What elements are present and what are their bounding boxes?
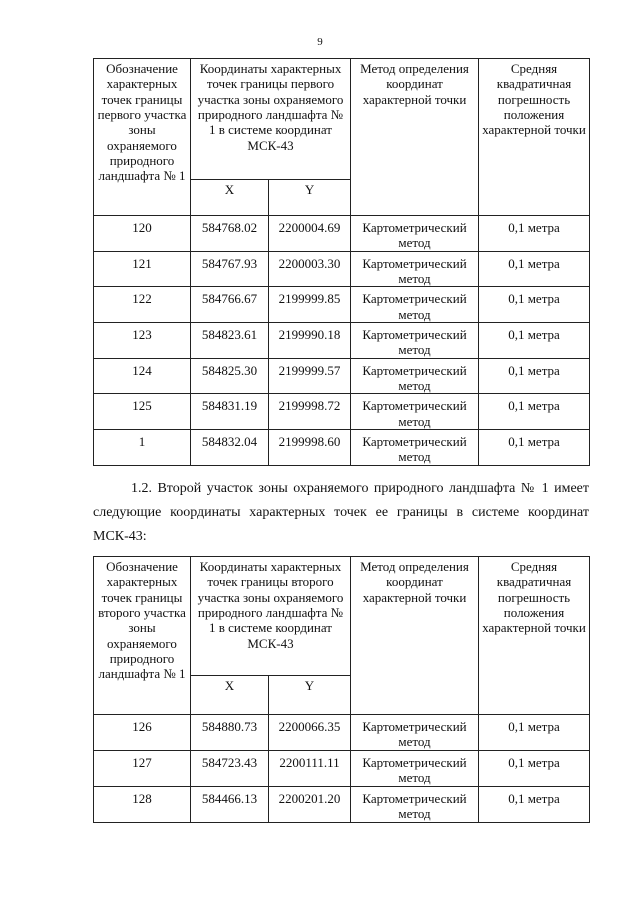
error-cell: 0,1 метра — [479, 322, 590, 358]
method-cell: Картометрический метод — [351, 429, 479, 465]
y-coordinate-cell: 2199999.85 — [269, 287, 351, 323]
header-error: Средняя квадратичная погрешность положения характерной точки — [479, 557, 590, 715]
table-row — [94, 751, 590, 787]
error-cell: 0,1 метра — [479, 787, 590, 823]
error-cell: 0,1 метра — [479, 715, 590, 751]
point-cell: 128 — [94, 787, 191, 823]
paragraph-text: 1.2. Второй участок зоны охраняемого природного ландшафта № 1 имеет следующие координаты характерных точек ее границы в системе координат МСК-43: — [93, 481, 589, 544]
point-cell: 126 — [94, 715, 191, 751]
x-coordinate-cell: 584767.93 — [191, 251, 269, 287]
point-cell: 121 — [94, 251, 191, 287]
x-coordinate-cell: 584466.13 — [191, 787, 269, 823]
error-cell: 0,1 метра — [479, 358, 590, 394]
error-cell: 0,1 метра — [479, 251, 590, 287]
method-cell: Картометрический метод — [351, 251, 479, 287]
page-number: 9 — [317, 36, 323, 48]
table-row — [94, 322, 590, 358]
header-method: Метод определения координат характерной точки — [351, 557, 479, 715]
header-y: Y — [269, 180, 351, 216]
table-2-body — [94, 715, 590, 823]
method-cell: Картометрический метод — [351, 358, 479, 394]
section-paragraph — [93, 477, 589, 549]
header-method: Метод определения координат характерной точки — [351, 59, 479, 216]
y-coordinate-cell: 2200004.69 — [269, 216, 351, 252]
y-coordinate-cell: 2199999.57 — [269, 358, 351, 394]
header-x: X — [191, 676, 269, 715]
table-row — [94, 394, 590, 430]
x-coordinate-cell: 584832.04 — [191, 429, 269, 465]
method-cell: Картометрический метод — [351, 287, 479, 323]
table-row — [94, 787, 590, 823]
coordinates-table-2 — [93, 556, 590, 823]
table-row — [94, 429, 590, 465]
point-cell: 1 — [94, 429, 191, 465]
method-cell: Картометрический метод — [351, 715, 479, 751]
error-cell: 0,1 метра — [479, 216, 590, 252]
y-coordinate-cell: 2199998.60 — [269, 429, 351, 465]
point-cell: 124 — [94, 358, 191, 394]
y-coordinate-cell: 2200003.30 — [269, 251, 351, 287]
table-row — [94, 287, 590, 323]
header-coordinates: Координаты характерных точек границы второго участка зоны охраняемого природного ландшафта № 1 в системе координат МСК-43 — [191, 557, 351, 676]
y-coordinate-cell: 2200111.11 — [269, 751, 351, 787]
header-designation: Обозначение характерных точек границы второго участка зоны охраняемого природного ландшафта № 1 — [94, 557, 191, 715]
error-cell: 0,1 метра — [479, 287, 590, 323]
header-designation: Обозначение характерных точек границы первого участка зоны охраняемого природного ландшафта № 1 — [94, 59, 191, 216]
table-row — [94, 715, 590, 751]
x-coordinate-cell: 584825.30 — [191, 358, 269, 394]
point-cell: 123 — [94, 322, 191, 358]
method-cell: Картометрический метод — [351, 322, 479, 358]
coordinates-table-1 — [93, 58, 590, 466]
x-coordinate-cell: 584831.19 — [191, 394, 269, 430]
header-error: Средняя квадратичная погрешность положения характерной точки — [479, 59, 590, 216]
x-coordinate-cell: 584880.73 — [191, 715, 269, 751]
method-cell: Картометрический метод — [351, 787, 479, 823]
header-x: X — [191, 180, 269, 216]
point-cell: 125 — [94, 394, 191, 430]
table-1-body — [94, 216, 590, 466]
error-cell: 0,1 метра — [479, 429, 590, 465]
x-coordinate-cell: 584823.61 — [191, 322, 269, 358]
x-coordinate-cell: 584768.02 — [191, 216, 269, 252]
error-cell: 0,1 метра — [479, 394, 590, 430]
point-cell: 120 — [94, 216, 191, 252]
header-coordinates: Координаты характерных точек границы первого участка зоны охраняемого природного ландшафта № 1 в системе координат МСК-43 — [191, 59, 351, 180]
method-cell: Картометрический метод — [351, 394, 479, 430]
method-cell: Картометрический метод — [351, 751, 479, 787]
table-row — [94, 358, 590, 394]
table-row — [94, 251, 590, 287]
method-cell: Картометрический метод — [351, 216, 479, 252]
error-cell: 0,1 метра — [479, 751, 590, 787]
y-coordinate-cell: 2199990.18 — [269, 322, 351, 358]
y-coordinate-cell: 2200066.35 — [269, 715, 351, 751]
point-cell: 122 — [94, 287, 191, 323]
table-row — [94, 216, 590, 252]
y-coordinate-cell: 2199998.72 — [269, 394, 351, 430]
x-coordinate-cell: 584766.67 — [191, 287, 269, 323]
header-y: Y — [269, 676, 351, 715]
y-coordinate-cell: 2200201.20 — [269, 787, 351, 823]
point-cell: 127 — [94, 751, 191, 787]
x-coordinate-cell: 584723.43 — [191, 751, 269, 787]
